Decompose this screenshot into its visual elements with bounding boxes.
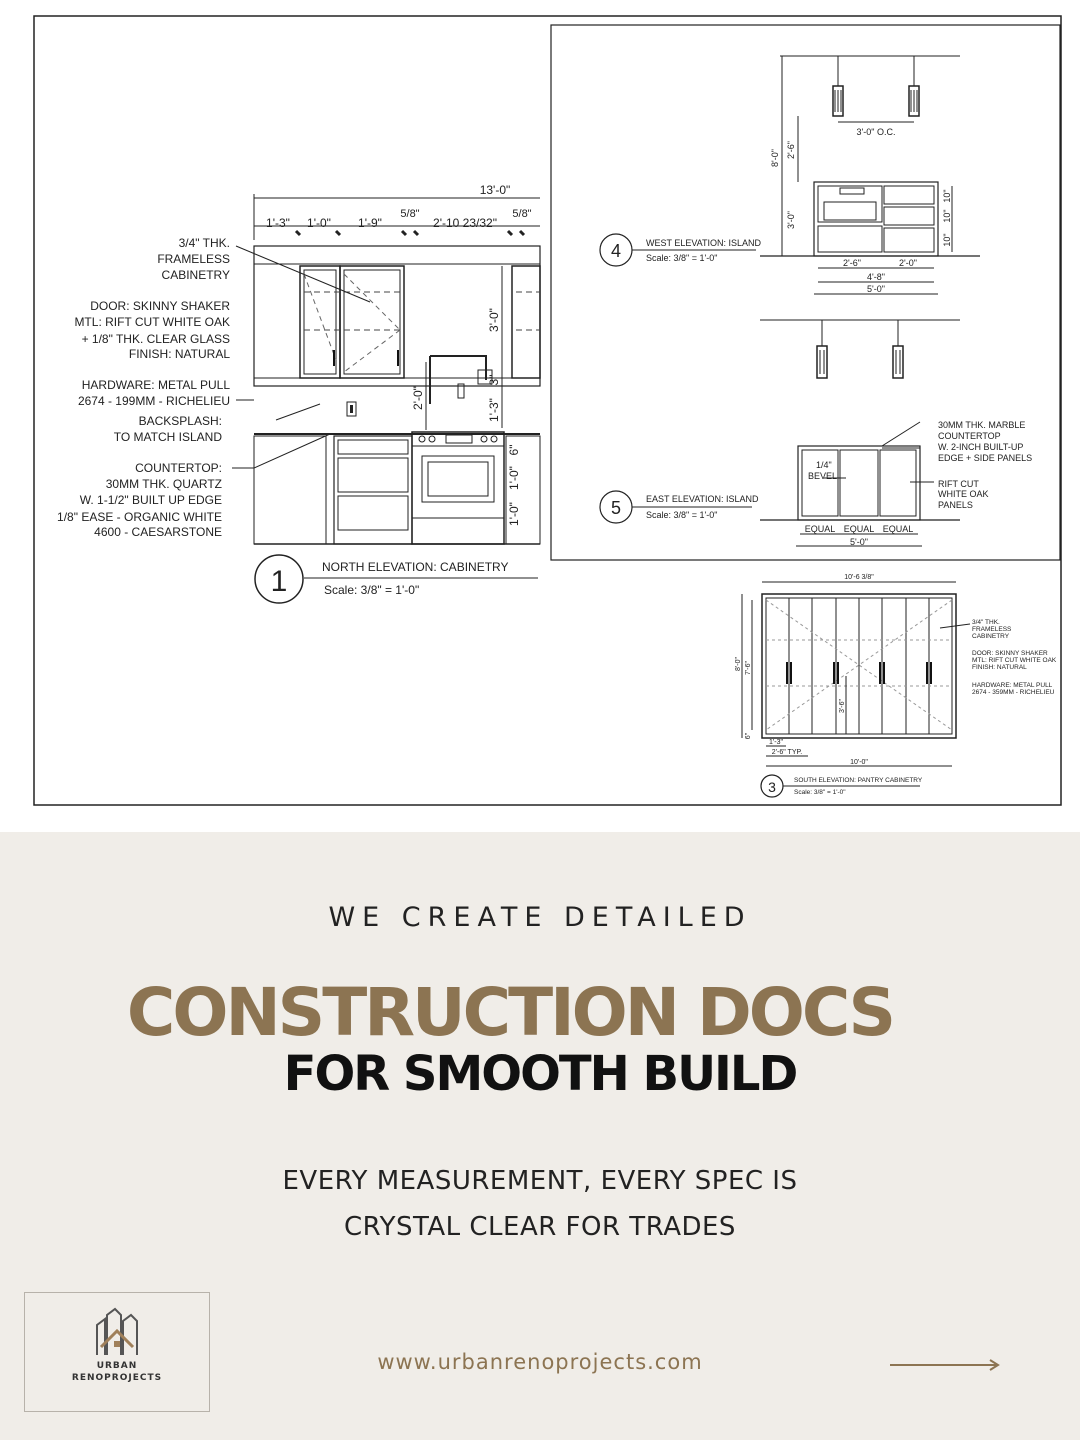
- south-dim-w2: 2'-6" TYP.: [771, 749, 803, 756]
- south-dim-h4: 6": [745, 732, 752, 740]
- vdim-1: 3'-0": [487, 308, 501, 332]
- east-elevation-scale: Scale: 3/8" = 1'-0": [646, 510, 718, 520]
- east-dim-equal-1: EQUAL: [804, 524, 836, 534]
- north-elevation: [57, 183, 540, 603]
- west-dim-f: 10": [942, 209, 952, 223]
- note-cabinetry-1: 3/4" THK.: [178, 236, 230, 250]
- vdim-4: 3": [487, 374, 501, 386]
- west-elevation-number: 4: [610, 241, 622, 261]
- note-backsplash-1: BACKSPLASH:: [138, 414, 222, 428]
- vdim-6: 1'-0": [507, 466, 521, 490]
- east-bevel-2: BEVEL: [808, 471, 838, 481]
- dim-4: 5/8": [400, 208, 420, 220]
- west-dim-b: 2'-0": [899, 258, 917, 268]
- south-note-2-1: DOOR: SKINNY SHAKER: [972, 650, 1048, 657]
- note-countertop-5: 4600 - CAESARSTONE: [94, 525, 222, 539]
- note-cabinetry-2: FRAMELESS: [157, 252, 230, 266]
- east-elevation-title: EAST ELEVATION: ISLAND: [646, 494, 759, 504]
- vdim-7: 1'-0": [507, 502, 521, 526]
- note-countertop-4: 1/8" EASE - ORGANIC WHITE: [57, 510, 222, 524]
- south-dim-w3: 10'-0": [850, 759, 868, 766]
- east-note-2-3: PANELS: [938, 500, 973, 510]
- west-dim-oc: 3'-0" O.C.: [856, 127, 896, 137]
- note-door-3: + 1/8" THK. CLEAR GLASS: [81, 332, 230, 346]
- east-elevation-number: 5: [610, 498, 622, 518]
- dim-2: 1'-0": [307, 216, 331, 230]
- west-elevation-scale: Scale: 3/8" = 1'-0": [646, 253, 718, 263]
- south-note-3-1: HARDWARE: METAL PULL: [972, 682, 1053, 689]
- subtext-line-2: CRYSTAL CLEAR FOR TRADES: [344, 1212, 736, 1242]
- south-note-2-2: MTL: RIFT CUT WHITE OAK: [972, 657, 1057, 664]
- south-dim-width: 10'-6 3/8": [844, 574, 874, 581]
- south-note-2-3: FINISH: NATURAL: [972, 664, 1027, 671]
- south-elevation-scale: Scale: 3/8" = 1'-0": [794, 789, 846, 796]
- south-dim-w1: 1'-3": [769, 739, 783, 746]
- west-dim-g: 10": [942, 233, 952, 247]
- note-countertop-1: COUNTERTOP:: [135, 461, 222, 475]
- south-elevation: [735, 574, 1057, 797]
- east-dim-equal-3: EQUAL: [882, 524, 914, 534]
- west-dim-e: 10": [942, 189, 952, 203]
- overall-dim: 13'-0": [479, 183, 511, 197]
- headline-secondary: FOR SMOOTH BUILD: [283, 1046, 797, 1102]
- vdim-3: 1'-3": [487, 398, 501, 422]
- website-link[interactable]: www.urbanrenoprojects.com: [377, 1350, 703, 1374]
- dim-1: 1'-3": [266, 216, 290, 230]
- note-cabinetry-3: CABINETRY: [161, 268, 230, 282]
- vdim-2: 2'-0": [411, 386, 425, 410]
- note-hardware-1: HARDWARE: METAL PULL: [81, 378, 230, 392]
- south-note-3-2: 2674 - 359MM - RICHELIEU: [972, 689, 1055, 696]
- kicker-text: WE CREATE DETAILED: [328, 902, 752, 933]
- south-dim-h2: 7'-6": [745, 661, 752, 675]
- west-dim-a: 2'-6": [843, 258, 861, 268]
- pendant-elevation: [760, 320, 960, 378]
- east-elevation: [600, 420, 1032, 547]
- east-dim-width: 5'-0": [850, 537, 868, 547]
- north-elevation-title: NORTH ELEVATION: CABINETRY: [322, 560, 509, 574]
- north-elevation-number: 1: [270, 565, 288, 598]
- note-hardware-2: 2674 - 199MM - RICHELIEU: [77, 394, 230, 408]
- south-note-1-2: FRAMELESS: [972, 626, 1012, 633]
- west-elevation-title: WEST ELEVATION: ISLAND: [646, 238, 762, 248]
- west-dim-height: 8'-0": [770, 149, 780, 167]
- west-dim-c: 4'-8": [867, 272, 885, 282]
- east-note-1-3: W. 2-INCH BUILT-UP: [938, 442, 1024, 452]
- east-note-2-2: WHITE OAK: [938, 489, 989, 499]
- note-door-2: MTL: RIFT CUT WHITE OAK: [74, 315, 230, 329]
- island-panel-border: [551, 25, 1060, 560]
- headline-primary: CONSTRUCTION DOCS: [126, 974, 894, 1051]
- east-note-1-1: 30MM THK. MARBLE: [938, 420, 1026, 430]
- south-elevation-number: 3: [768, 779, 776, 795]
- east-note-1-2: COUNTERTOP: [938, 431, 1001, 441]
- north-elevation-scale: Scale: 3/8" = 1'-0": [324, 583, 420, 597]
- south-dim-h3: 3'-6": [839, 699, 846, 713]
- south-elevation-title: SOUTH ELEVATION: PANTRY CABINETRY: [794, 777, 923, 784]
- west-elevation: [600, 56, 980, 294]
- east-dim-equal-2: EQUAL: [843, 524, 875, 534]
- dim-5: 2'-10 23/32": [433, 216, 497, 230]
- south-note-1-1: 3/4" THK.: [972, 619, 1000, 626]
- south-dim-h1: 8'-0": [735, 657, 742, 671]
- west-dim-counter: 3'-0": [786, 211, 796, 229]
- note-door-1: DOOR: SKINNY SHAKER: [90, 299, 230, 313]
- south-note-1-3: CABINETRY: [972, 633, 1010, 640]
- note-backsplash-2: TO MATCH ISLAND: [113, 430, 222, 444]
- west-dim-hang: 2'-6": [786, 141, 796, 159]
- promo-panel: [0, 832, 1080, 1440]
- east-note-2-1: RIFT CUT: [938, 479, 979, 489]
- dim-3: 1'-9": [358, 216, 382, 230]
- arrow-right-icon[interactable]: [890, 1358, 1002, 1372]
- east-note-1-4: EDGE + SIDE PANELS: [938, 453, 1033, 463]
- vdim-5: 6": [507, 444, 521, 456]
- subtext-line-1: EVERY MEASUREMENT, EVERY SPEC IS: [282, 1166, 798, 1196]
- east-bevel-1: 1/4": [816, 460, 832, 470]
- note-countertop-3: W. 1-1/2" BUILT UP EDGE: [79, 493, 222, 507]
- note-door-4: FINISH: NATURAL: [128, 347, 230, 361]
- logo-text-urban: URBAN: [96, 1361, 138, 1371]
- sheet-border: [34, 16, 1061, 805]
- note-countertop-2: 30MM THK. QUARTZ: [105, 477, 222, 491]
- logo-text-renoprojects: RENOPROJECTS: [71, 1373, 163, 1383]
- west-dim-d: 5'-0": [867, 284, 885, 294]
- dim-6: 5/8": [512, 208, 532, 220]
